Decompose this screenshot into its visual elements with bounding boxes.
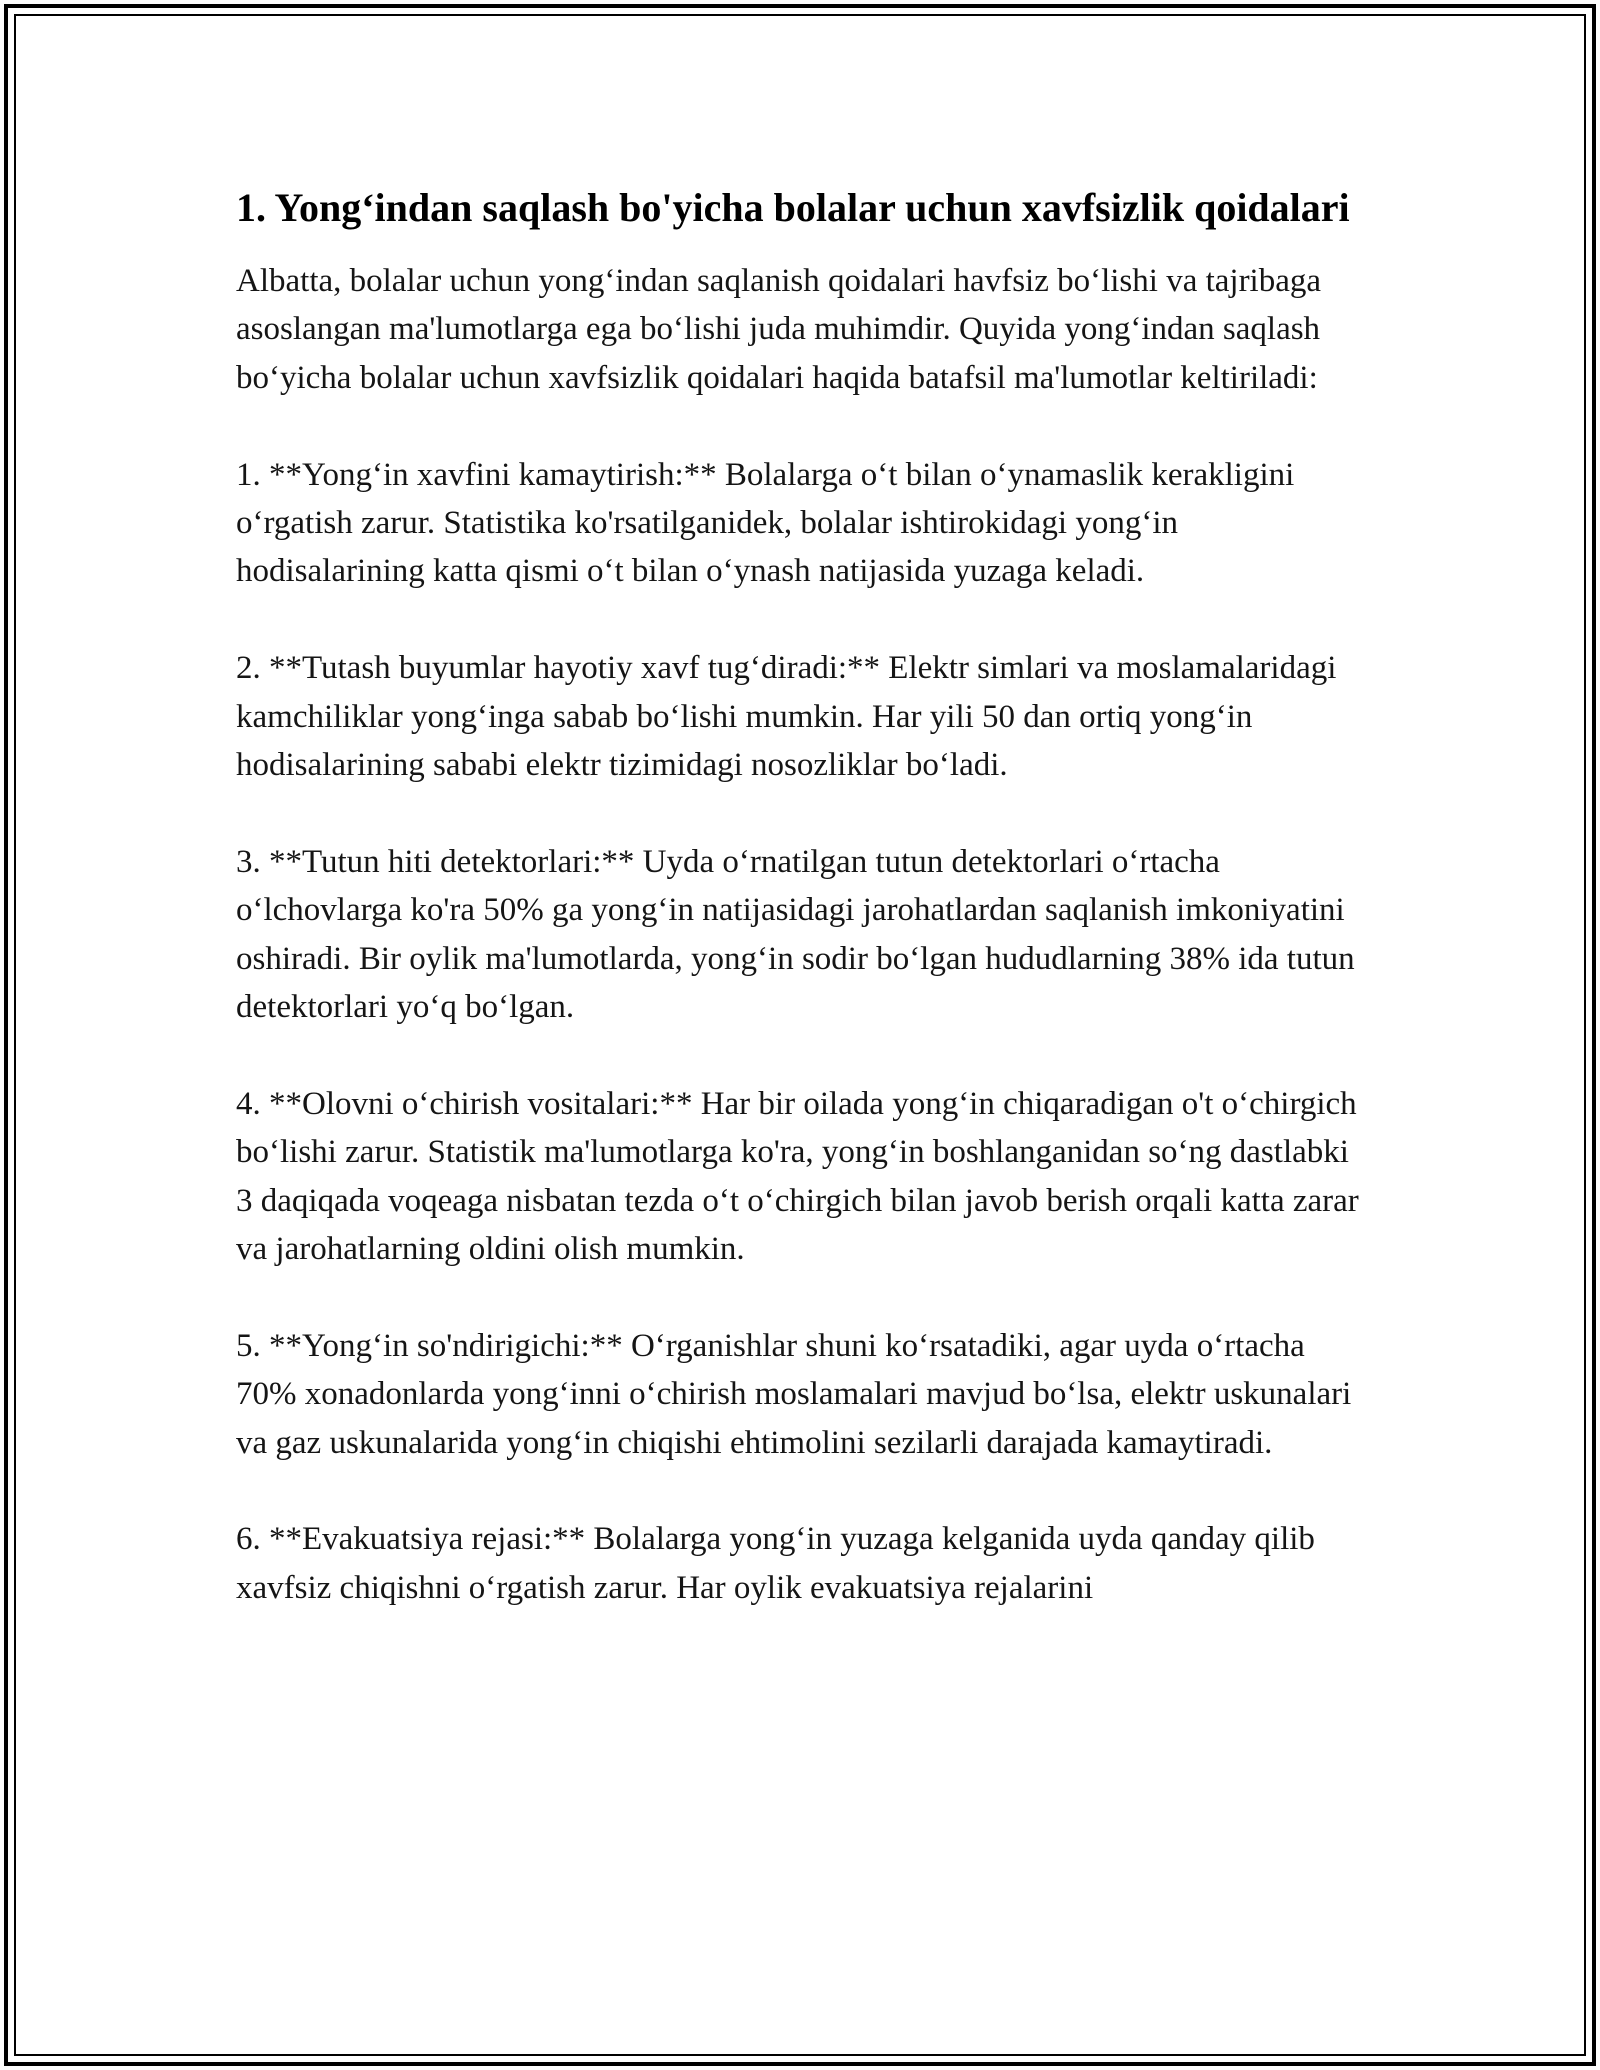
rule-1-paragraph: 1. **Yong‘in xavfini kamaytirish:** Bolalarga o‘t bilan o‘ynamaslik kerakligini o‘rgatish zarur. Statistika ko'rsatilganidek, bolalar ishtirokidagi yong‘in hodisalarining katta qismi o‘t bilan o‘ynash natijasida yuzaga keladi.: [236, 456, 1295, 590]
intro-paragraph: Albatta, bolalar uchun yong‘indan saqlanish qoidalari havfsiz bo‘lishi va tajribaga asoslangan ma'lumotlarga ega bo‘lishi juda muhimdir. Quyida yong‘indan saqlash bo‘yicha bolalar uchun xavfsizlik qoidalari haqida batafsil ma'lumotlar keltiriladi:: [236, 263, 1322, 396]
document-page: [236, 180, 1366, 1612]
rule-6-paragraph: 6. **Evakuatsiya rejasi:** Bolalarga yong‘in yuzaga kelganida uyda qanday qilib xavfsiz chiqishni o‘rgatish zarur. Har oylik evakuatsiya rejalarini: [236, 1521, 1315, 1606]
rule-2-paragraph: 2. **Tutash buyumlar hayotiy xavf tug‘diradi:** Elektr simlari va moslamalaridagi kamchiliklar yong‘inga sabab bo‘lishi mumkin. Har yili 50 dan ortiq yong‘in hodisalarining sababi elektr tizimidagi nosozliklar bo‘ladi.: [236, 650, 1337, 784]
rule-3-paragraph: 3. **Tutun hiti detektorlari:** Uyda o‘rnatilgan tutun detektorlari o‘rtacha o‘lchovlarga ko'ra 50% ga yong‘in natijasidagi jarohatlardan saqlanish imkoniyatini oshiradi. Bir oylik ma'lumotlarda, yong‘in sodir bo‘lgan hududlarning 38% ida tutun detektorlari yo‘q bo‘lgan.: [236, 843, 1355, 1026]
rule-4-paragraph: 4. **Olovni o‘chirish vositalari:** Har bir oilada yong‘in chiqaradigan o't o‘chirgich bo‘lishi zarur. Statistik ma'lumotlarga ko'ra, yong‘in boshlanganidan so‘ng dastlabki 3 daqiqada voqeaga nisbatan tezda o‘t o‘chirgich bilan javob berish orqali katta zarar va jarohatlarning oldini olish mumkin.: [236, 1085, 1359, 1268]
document-title: 1. Yong‘indan saqlash bo'yicha bolalar uchun xavfsizlik qoidalari: [236, 185, 1350, 230]
rule-5-paragraph: 5. **Yong‘in so'ndirigichi:** O‘rganishlar shuni ko‘rsatadiki, agar uyda o‘rtacha 70% xonadonlarda yong‘inni o‘chirish moslamalari mavjud bo‘lsa, elektr uskunalari va gaz uskunalarida yong‘in chiqishi ehtimolini sezilarli darajada kamaytiradi.: [236, 1327, 1352, 1461]
